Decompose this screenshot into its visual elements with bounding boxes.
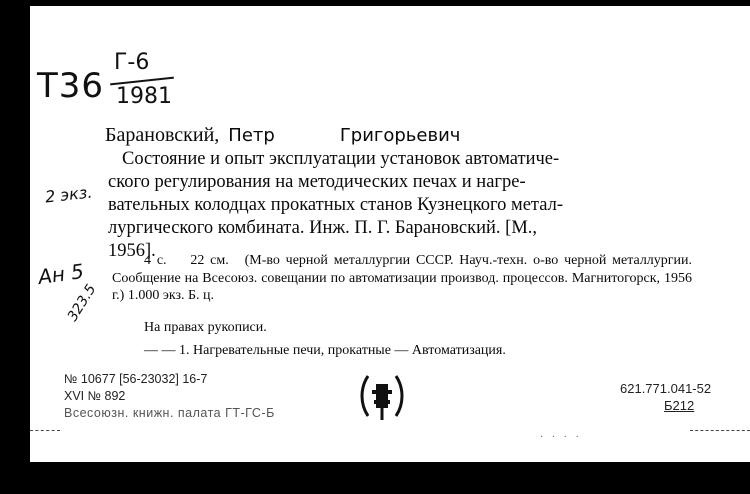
series-note: (М-во черной металлургии СССР. Науч.-техн. о-во черной металлургии. Сообщение на Всесоюз. совещании по автоматизации производ. процессов. Магнитогорск, 1956 г.) 1.000 экз. Б. ц. [112,253,693,303]
edge-mark-left [30,430,60,431]
page-count: 4 с. [144,253,167,268]
title-block [108,148,668,263]
author-surname: Барановский, [105,124,220,146]
author-patronymic: Григорьевич [339,125,461,146]
scan-border-left [0,0,30,494]
margin-note-number: 323.5 [64,281,100,325]
author-given-name: Петр [228,125,275,146]
title-line: ского регулирования на методических печах и нагре- [108,172,526,192]
scan-border-bottom [0,462,750,494]
edge-mark-right [690,430,750,431]
margin-note-inventory: Ан 5 [36,258,86,290]
call-number-numerator: Г-6 [114,50,150,75]
physical-description [112,252,692,305]
catalog-registry [64,371,275,422]
author-heading [105,124,460,147]
title-line: 1956]. [108,241,156,261]
udc-code: 621.771.041-52 [620,381,712,396]
registry-number: № 10677 [56-23032] 16-7 [64,372,208,386]
margin-note-copies: 2 экз. [44,182,94,207]
call-number-main: Т36 [37,66,105,106]
title-line: лургического комбината. Инж. П. Г. Барановский. [М., [108,218,538,238]
rights-note: На правах рукописи. [144,320,267,335]
library-stamp-icon [358,370,406,422]
title-line: Состояние и опыт эксплуатации установок автоматиче- [122,149,560,169]
registry-section: XVI № 892 [64,389,126,403]
subject-heading: — — 1. Нагревательные печи, прокатные — Автоматизация. [144,343,506,358]
title-line: вательных колодцах прокатных станов Кузнецкого метал- [108,195,563,215]
call-number-denominator: 1981 [116,84,172,109]
book-size: 22 см. [190,253,229,268]
scan-specks: · · · · [540,432,582,443]
registry-chamber: Всесоюзн. книжн. палата ГТ-ГС-Б [64,406,275,420]
card-number: Б212 [664,398,695,413]
